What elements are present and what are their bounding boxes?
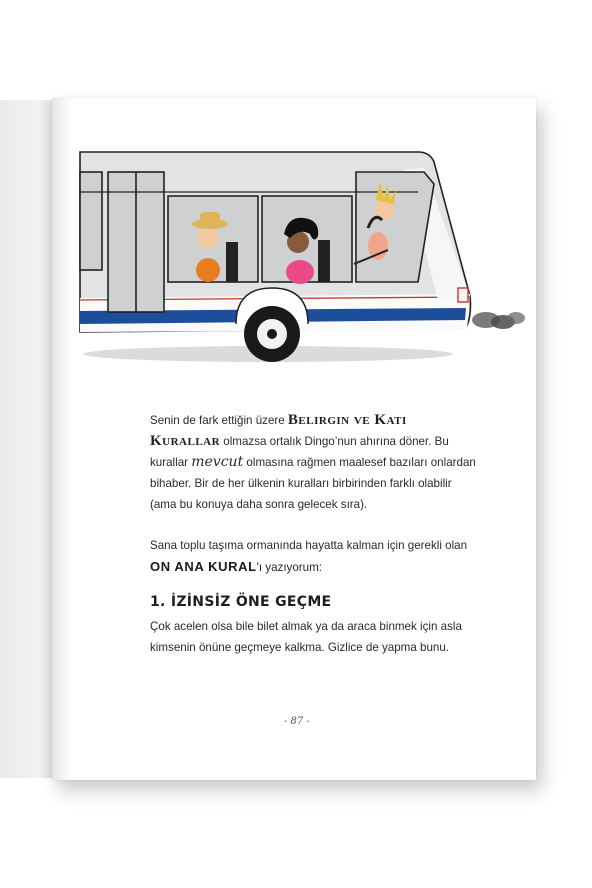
bus-illustration [78, 148, 533, 373]
rules-intro-text-2: 'ı yazıyorum: [256, 561, 322, 574]
intro-text-2: olmazsa ortalık Dingo’nun ahırına döner. Bu kurallar [150, 435, 449, 469]
previous-page-edge [0, 100, 56, 778]
intro-text-3: olmasına rağmen maalesef bazıları onlardan bihaber. Bir de her ülkenin kuralları birbirinden farklı olabilir (ama bu konuya daha sonra gelecek sıra). [150, 456, 476, 511]
intro-paragraph [150, 410, 476, 515]
rules-intro-text-1: Sana toplu taşıma ormanında hayatta kalman için gerekli olan [150, 539, 468, 552]
emphasis-ten-rules: ON ANA KURAL [150, 559, 257, 574]
rule-1-text: Çok acelen olsa bile bilet almak ya da araca binmek için asla kimsenin önüne geçmeye kalkma. Gizlice de yapma bunu. [150, 620, 462, 654]
rules-intro-paragraph [150, 535, 476, 578]
emphasis-mevcut: mevcut [191, 454, 244, 470]
page-number: - 87 - [284, 716, 310, 727]
rule-1-heading: 1. İZİNSİZ ÖNE GEÇME [150, 594, 332, 610]
page-gutter-shadow [52, 98, 72, 780]
emphasis-rules: Belirgin ve Katı Kurallar [150, 412, 407, 449]
intro-text-1: Senin de fark ettiğin üzere [150, 414, 288, 427]
exhaust-smoke [472, 312, 525, 329]
